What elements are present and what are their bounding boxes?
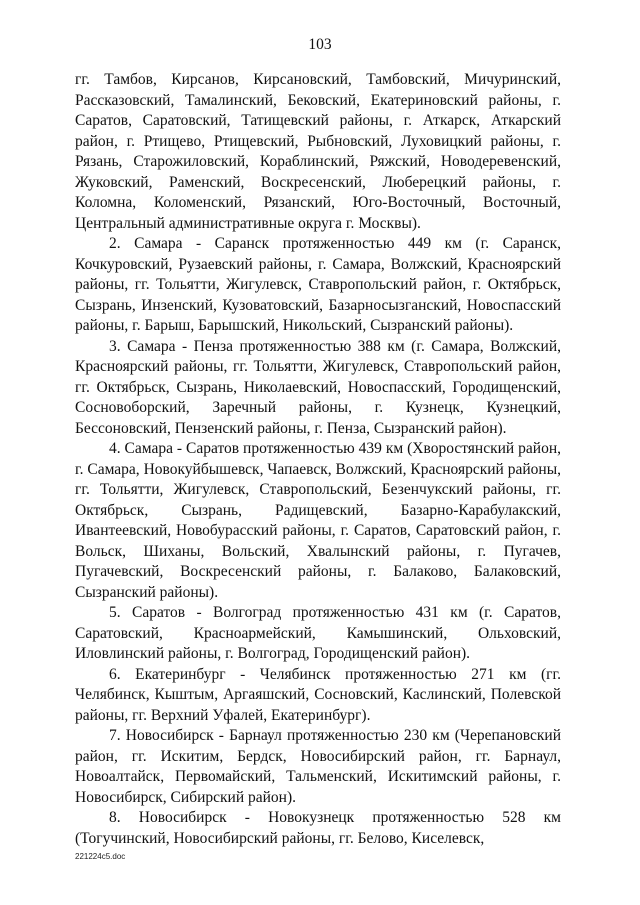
paragraph-route-2: 2. Самара - Саранск протяженностью 449 км (г. Саранск, Кочкуровский, Рузаевский районы, г. Самара, Волжский, Красноярский районы, гг. Тольятти, Жигулевск, Ставропольский район, г. Октябрьск, Сызрань, Инзенский, Кузоватовский, Базарносызганский, Новоспасский районы, г. Барыш, Барышский, Никольский, Сызранский районы). bbox=[75, 235, 561, 334]
paragraph-route-4: 4. Самара - Саратов протяженностью 439 км (Хворостянский район, г. Самара, Новокуйбышевск, Чапаевск, Волжский, Красноярский районы, гг. Тольятти, Жигулевск, Ставропольский, Безенчукский районы, гг. Октябрьск, Сызрань, Радищевский, Базарно-Карабулакский, Ивантеевский, Новобурасский районы, г. Саратов, Саратовский район, г. Вольск, Шиханы, Вольский, Хвалынский районы, г. Пугачев, Пугачевский, Воскресенский районы, г. Балаково, Балаковский, Сызранский районы). bbox=[75, 440, 561, 601]
paragraph-route-3: 3. Самара - Пенза протяженностью 388 км (г. Самара, Волжский, Красноярский районы, гг. Тольятти, Жигулевск, Ставропольский район, гг. Октябрьск, Сызрань, Николаевский, Новоспасский, Городищенский, Сосновоборский, Заречный районы, г. Кузнецк, Кузнецкий, Бессоновский, Пензенский районы, г. Пенза, Сызранский район). bbox=[75, 337, 561, 437]
paragraph-continuation: гг. Тамбов, Кирсанов, Кирсановский, Тамбовский, Мичуринский, Рассказовский, Тамалинский, Бековский, Екатериновский районы, г. Саратов, Саратовский, Татищевский районы, г. Аткарск, Аткарский район, г. Ртищево, Ртищевский, Рыбновский, Луховицкий районы, г. Рязань, Старожиловский, Кораблинский, Ряжский, Новодеревенский, Жуковский, Раменский, Воскресенский, Люберецкий районы, г. Коломна, Коломенский, Рязанский, Юго-Восточный, Восточный, Центральный административные округа г. Москвы). bbox=[75, 71, 561, 232]
paragraph-route-5: 5. Саратов - Волгоград протяженностью 431 км (г. Саратов, Саратовский, Красноармейский, Камышинский, Ольховский, Иловлинский районы, г. Волгоград, Городищенский район). bbox=[75, 604, 561, 662]
paragraph-route-7: 7. Новосибирск - Барнаул протяженностью 230 км (Черепановский район, гг. Искитим, Бердск, Новосибирский район, гг. Барнаул, Новоалтайск, Первомайский, Тальменский, Искитимский районы, г. Новосибирск, Сибирский район). bbox=[75, 727, 561, 806]
page-number: 103 bbox=[308, 36, 332, 53]
body-text bbox=[75, 70, 561, 849]
file-name-footer: 221224c5.doc bbox=[75, 852, 126, 861]
paragraph-route-8: 8. Новосибирск - Новокузнецк протяженностью 528 км (Тогучинский, Новосибирский районы, гг. Белово, Киселевск, bbox=[75, 809, 561, 847]
paragraph-route-6: 6. Екатеринбург - Челябинск протяженностью 271 км (гг. Челябинск, Кыштым, Аргаяшский, Сосновский, Каслинский, Полевской районы, гг. Верхний Уфалей, Екатеринбург). bbox=[75, 665, 561, 724]
